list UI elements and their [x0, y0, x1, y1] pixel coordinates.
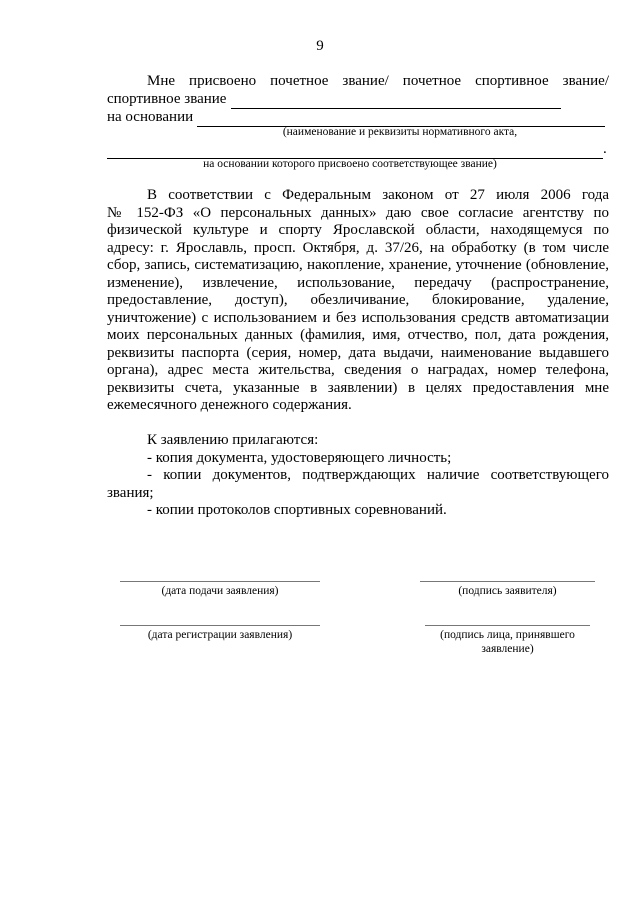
consent-line: № 152-ФЗ «О персональных данных» даю свое согласие агентству по [107, 204, 609, 221]
attachments-section [107, 432, 609, 520]
page-number: 9 [316, 38, 324, 54]
basis-line-period: . [603, 141, 607, 157]
consent-line: В соответствии с Федеральным законом от 27 июля 2006 года [147, 187, 609, 203]
basis-field[interactable] [197, 112, 605, 127]
consent-line: реквизиты счета, указанные в заявлении) в целях предоставления мне [107, 379, 609, 396]
consent-line: сбор, запись, систематизацию, накопление, хранение, уточнение (обновление, [107, 257, 609, 273]
basis-caption: (наименование и реквизиты нормативного акта, [282, 126, 518, 138]
registration-date-line[interactable] [120, 625, 320, 626]
consent-line: предоставление, доступ), обезличивание, блокирование, удаление, [107, 292, 609, 308]
applicant-signature-line[interactable] [420, 581, 595, 582]
rank-title-field[interactable] [231, 94, 561, 109]
basis-continuation-field[interactable] [107, 144, 603, 159]
submit-date-line[interactable] [120, 581, 320, 582]
basis-row [107, 109, 609, 127]
attachment-item-continuation: звания; [107, 484, 154, 501]
consent-line: изменение), извлечение, использование, передачу (распространение, [107, 274, 609, 291]
registration-date-caption: (дата регистрации заявления) [147, 629, 293, 641]
attachment-item: - копия документа, удостоверяющего личность; [147, 449, 452, 466]
receiver-signature-line[interactable] [425, 625, 590, 626]
applicant-signature-caption: (подпись заявителя) [458, 585, 557, 597]
consent-line: моих персональных данных (фамилия, имя, отчество, пол, дата рождения, [107, 327, 609, 343]
attachment-item: - копии протоколов спортивных соревнований. [147, 502, 447, 518]
receiver-signature-caption-line: заявление) [481, 643, 534, 655]
consent-paragraph [107, 187, 609, 415]
basis-caption-2: на основании которого присвоено соответствующее звание) [203, 158, 497, 170]
consent-line: ежемесячного денежного содержания. [107, 397, 352, 413]
consent-line: уничтожение) с использованием и без использования средств автоматизации [107, 309, 609, 326]
consent-line: адресу: г. Ярославль, просп. Октября, д. 37/26, на обработку (в том числе [107, 239, 609, 256]
attachments-heading: К заявлению прилагаются: [147, 432, 319, 448]
rank-intro-line: Мне присвоено почетное звание/ почетное спортивное звание/ [147, 73, 609, 89]
attachment-item: - копии документов, подтверждающих наличие соответствующего [147, 467, 609, 483]
receiver-signature-caption-line: (подпись лица, принявшего [440, 629, 575, 641]
rank-title-row [107, 91, 609, 109]
consent-line: реквизиты паспорта (серия, номер, дата выдачи, наименование выдавшего [107, 344, 609, 361]
receiver-signature-caption [420, 628, 595, 656]
basis-continuation-row [107, 141, 609, 159]
consent-line: физической культуре и спорту Ярославской области, находящемуся по [107, 222, 609, 238]
consent-line: органа), адрес места жительства, сведения о наградах, номер телефона, [107, 362, 609, 378]
basis-label: на основании [107, 109, 194, 125]
submit-date-caption: (дата подачи заявления) [161, 585, 279, 597]
rank-title-label: спортивное звание [107, 91, 227, 107]
